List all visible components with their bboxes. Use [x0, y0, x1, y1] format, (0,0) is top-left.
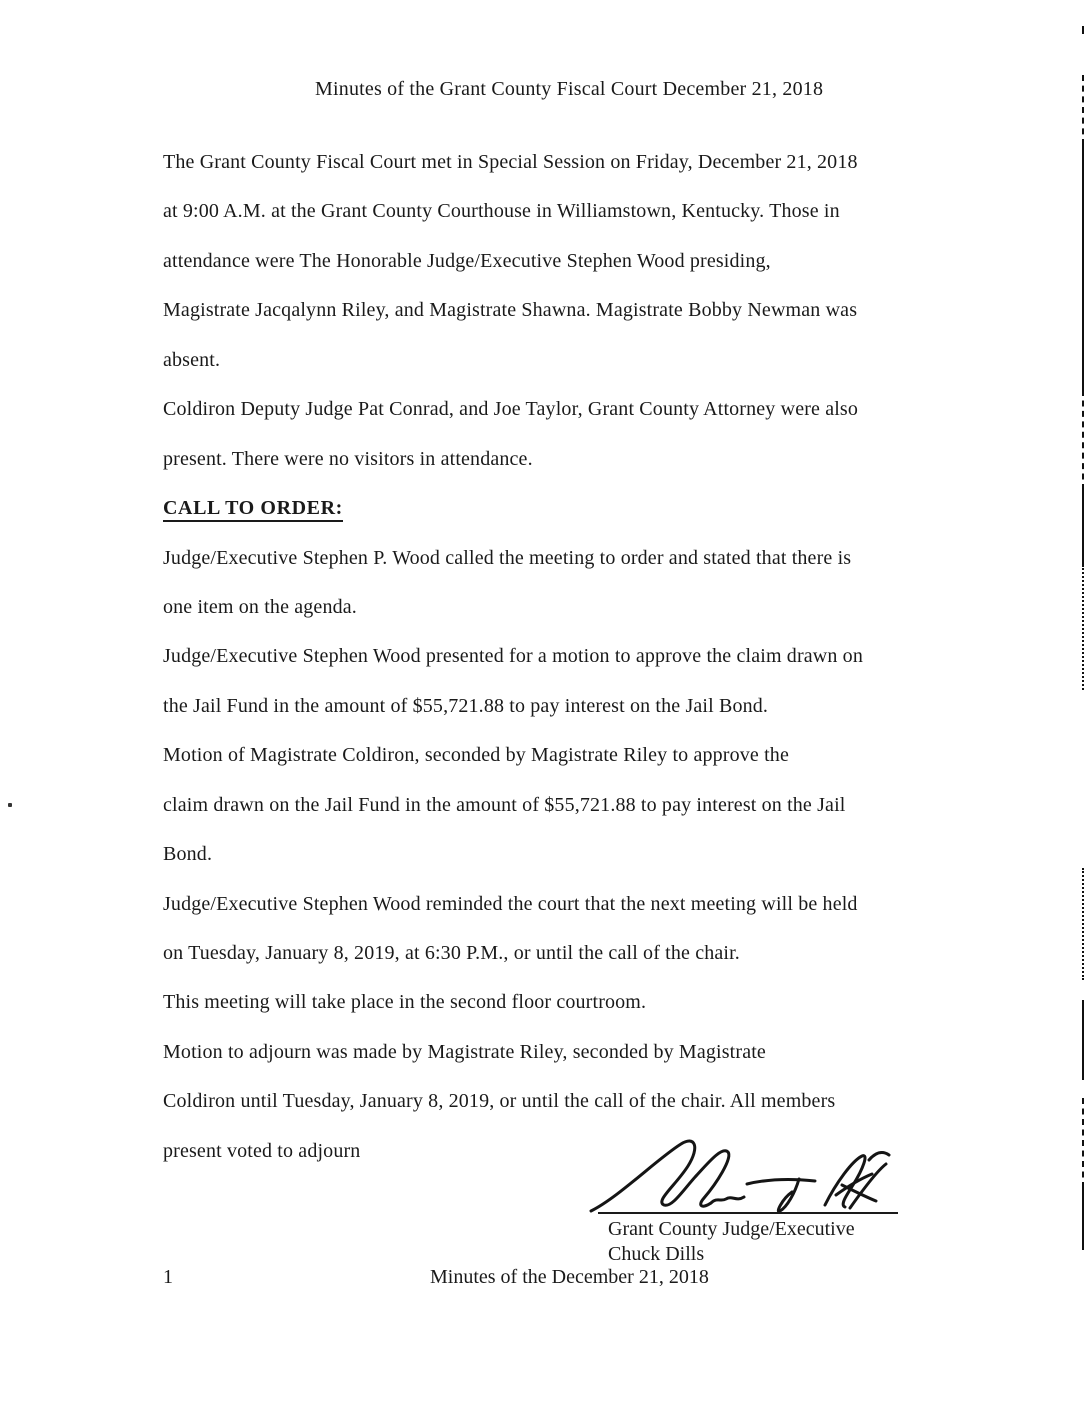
body-line: absent. [163, 348, 221, 371]
body-line: present. There were no visitors in attendance. [163, 447, 533, 470]
body-line: Coldiron until Tuesday, January 8, 2019, or until the call of the chair. All members [163, 1090, 836, 1113]
body-line: present voted to adjourn [163, 1139, 361, 1162]
signatory-title: Grant County Judge/Executive [608, 1218, 855, 1240]
body-line: Judge/Executive Stephen Wood presented for a motion to approve the claim drawn on [163, 645, 863, 668]
document-title: Minutes of the Grant County Fiscal Court December 21, 2018 [315, 78, 824, 100]
body-line: Bond. [163, 843, 213, 866]
body-line: The Grant County Fiscal Court met in Special Session on Friday, December 21, 2018 [163, 151, 858, 173]
body-line: at 9:00 A.M. at the Grant County Courthouse in Williamstown, Kentucky. Those in [163, 200, 840, 223]
scan-artifact-line-segment [1082, 75, 1084, 145]
body-line: Motion of Magistrate Coldiron, seconded by Magistrate Riley to approve the [163, 744, 789, 767]
section-heading-text: CALL TO ORDER: [163, 497, 343, 522]
body-line: the Jail Fund in the amount of $55,721.88 to pay interest on the Jail Bond. [163, 694, 769, 717]
footer-title: Minutes of the December 21, 2018 [430, 1266, 709, 1288]
handwritten-signature-chuck-dills [585, 1135, 895, 1215]
signatory-name: Chuck Dills [608, 1243, 705, 1265]
scan-artifact-line-segment [1082, 390, 1084, 490]
body-line: Judge/Executive Stephen P. Wood called the meeting to order and stated that there is [163, 546, 852, 569]
body-line: Magistrate Jacqalynn Riley, and Magistrate Shawna. Magistrate Bobby Newman was [163, 299, 858, 322]
scan-artifact-dot [8, 803, 12, 807]
scan-artifact-line-segment [1082, 565, 1084, 690]
scan-artifact-line-segment [1082, 1188, 1084, 1250]
body-line: Coldiron Deputy Judge Pat Conrad, and Joe Taylor, Grant County Attorney were also [163, 398, 859, 421]
body-line: attendance were The Honorable Judge/Executive Stephen Wood presiding, [163, 249, 771, 272]
body-line: one item on the agenda. [163, 595, 357, 618]
document-body [163, 149, 908, 1187]
body-line: Judge/Executive Stephen Wood reminded the court that the next meeting will be held [163, 892, 858, 915]
scan-artifact-line-segment [1082, 145, 1084, 390]
body-line: on Tuesday, January 8, 2019, at 6:30 P.M., or until the call of the chair. [163, 942, 740, 964]
signature-line [598, 1212, 898, 1214]
body-line: Motion to adjourn was made by Magistrate Riley, seconded by Magistrate [163, 1040, 766, 1063]
body-line: This meeting will take place in the second floor courtroom. [163, 991, 647, 1014]
section-heading-call-to-order [163, 495, 908, 544]
scan-artifact-line-segment [1082, 490, 1084, 565]
scan-artifact-line-segment [1082, 1000, 1084, 1080]
body-line: claim drawn on the Jail Fund in the amount of $55,721.88 to pay interest on the Jail [163, 793, 846, 816]
scan-artifact-line-segment [1082, 868, 1084, 980]
scan-artifact-line-segment [1082, 1098, 1084, 1188]
page-number: 1 [163, 1266, 173, 1288]
scan-artifact-line-segment [1082, 26, 1084, 34]
